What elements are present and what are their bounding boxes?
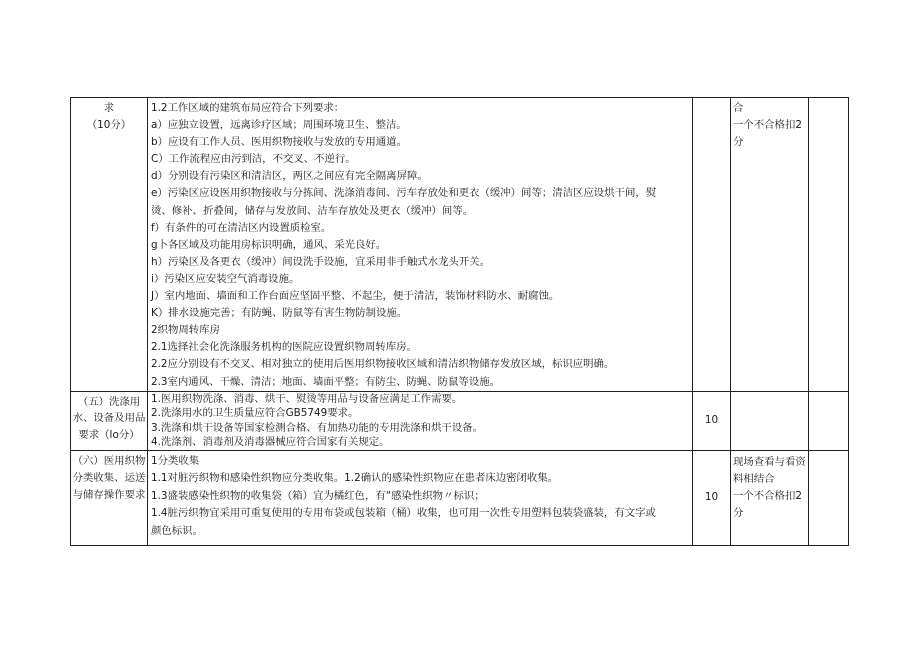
- requirement-cell: [148, 391, 693, 450]
- requirement-line: a）应独立设置，远离诊疗区域；周围环境卫生、整洁。: [151, 119, 407, 132]
- score-cell: [693, 98, 731, 392]
- requirement-line: 3.洗涤和烘干设备等国家检测合格、有加热功能的专用洗涤和烘干设备。: [151, 421, 484, 434]
- requirement-line: g卜各区域及功能用房标识明确，通风、采光良好。: [151, 238, 387, 251]
- requirement-line: 1.医用织物洗涤、消毒、烘干、熨烫等用品与设备应满足工作需要。: [151, 392, 463, 405]
- remark-cell: [809, 98, 849, 392]
- category-line: 要求（lo分）: [78, 428, 140, 441]
- method-line: 一个不合格扣2: [733, 119, 802, 132]
- requirement-line: f）有条件的可在清洁区内设置质检室。: [151, 221, 332, 234]
- method-line: 合: [733, 102, 744, 114]
- requirement-line: 烫、修补、折叠间，储存与发放间、洁车存放处及更衣（缓冲）间等。: [151, 204, 474, 217]
- requirement-line: 4.洗涤剂、消毒剂及消毒器械应符合国家有关规定。: [151, 436, 390, 449]
- score-cell: 10: [693, 450, 731, 545]
- method-cell: [731, 98, 809, 392]
- inspection-table: [70, 97, 849, 546]
- method-line: 一个不合格扣2: [733, 490, 802, 503]
- method-line: 现场查看与看资: [733, 455, 806, 468]
- category-line: 分类收集、运送: [72, 472, 146, 485]
- table-row: [71, 391, 849, 450]
- requirement-line: 2.1选择社会化洗涤服务机构的医院应设置织物周转库房。: [151, 341, 417, 354]
- requirement-line: 2织物周转库房: [151, 324, 220, 337]
- requirement-line: J）室内地面、墙面和工作台面应坚固平整、不起尘，便于清洁，装饰材料防水、耐腐蚀。: [151, 290, 560, 303]
- method-line: 分: [733, 136, 744, 149]
- requirement-line: h）污染区及各更衣（缓冲）间设洗手设施，宜采用非手触式水龙头开关。: [151, 255, 491, 268]
- category-cell: [71, 450, 148, 545]
- requirement-line: K）排水设施完善；有防蝇、防鼠等有害生物防制设施。: [151, 307, 408, 320]
- requirement-line: 1.4脏污织物宜采用可重复使用的专用布袋或包装箱（桶）收集，也可用一次性专用塑料包装袋盛装，有文字或: [151, 507, 656, 520]
- remark-cell: [809, 450, 849, 545]
- requirement-line: C）工作流程应由污到洁，不交叉、不逆行。: [151, 153, 356, 166]
- requirement-line: 2.3室内通风、干燥、清洁；地面、墙面平整；有防尘、防蝇、防鼠等设施。: [151, 375, 501, 388]
- category-line: （五）洗涤用: [77, 395, 141, 408]
- remark-cell: [809, 391, 849, 450]
- category-line: 水、设备及用品: [72, 412, 146, 425]
- requirement-line: e）污染区应设医用织物接收与分拣间、洗涤消毒间、污车存放处和更衣（缓冲）间等；清洁区应设烘干间，熨: [151, 187, 657, 200]
- category-line: （10分）: [86, 119, 132, 132]
- requirement-line: 1.3盛装感染性织物的收集袋（箱）宜为橘红色，有“感染性织物〃标识；: [151, 489, 485, 502]
- method-line: 分: [733, 507, 744, 520]
- requirement-line: 1.1对脏污织物和感染性织物应分类收集。1.2确认的感染性织物应在患者床边密闭收集。: [151, 472, 559, 485]
- category-line: 求: [103, 102, 115, 114]
- requirement-cell: [148, 98, 693, 392]
- method-line: 料相结合: [733, 473, 775, 486]
- score-cell: 10: [693, 391, 731, 450]
- requirement-line: b）应设有工作人员、医用织物接收与发放的专用通道。: [151, 136, 407, 149]
- category-cell: [71, 391, 148, 450]
- requirement-line: 2.2应分别设有不交叉、相对独立的使用后医用织物接收区域和清洁织物储存发放区域，标识应明确。: [151, 358, 615, 371]
- requirement-line: 1分类收集: [151, 454, 200, 467]
- category-line: 与储存操作要求: [72, 489, 146, 502]
- requirement-line: 2.洗涤用水的卫生质量应符合GB5749要求。: [151, 407, 359, 420]
- requirement-line: d）分别设有污染区和清洁区，两区之间应有完全隔离屏障。: [151, 170, 428, 183]
- requirement-cell: [148, 450, 693, 545]
- table-row: [71, 98, 849, 392]
- category-line: （六）医用织物: [72, 454, 146, 467]
- method-cell: [731, 450, 809, 545]
- method-cell: [731, 391, 809, 450]
- requirement-line: i）污染区应安装空气消毒设施。: [151, 272, 300, 285]
- requirement-line: 1.2工作区域的建筑布局应符合下列要求：: [151, 102, 345, 114]
- requirement-line: 颜色标识。: [151, 524, 203, 537]
- category-cell: [71, 98, 148, 392]
- table-row: [71, 450, 849, 545]
